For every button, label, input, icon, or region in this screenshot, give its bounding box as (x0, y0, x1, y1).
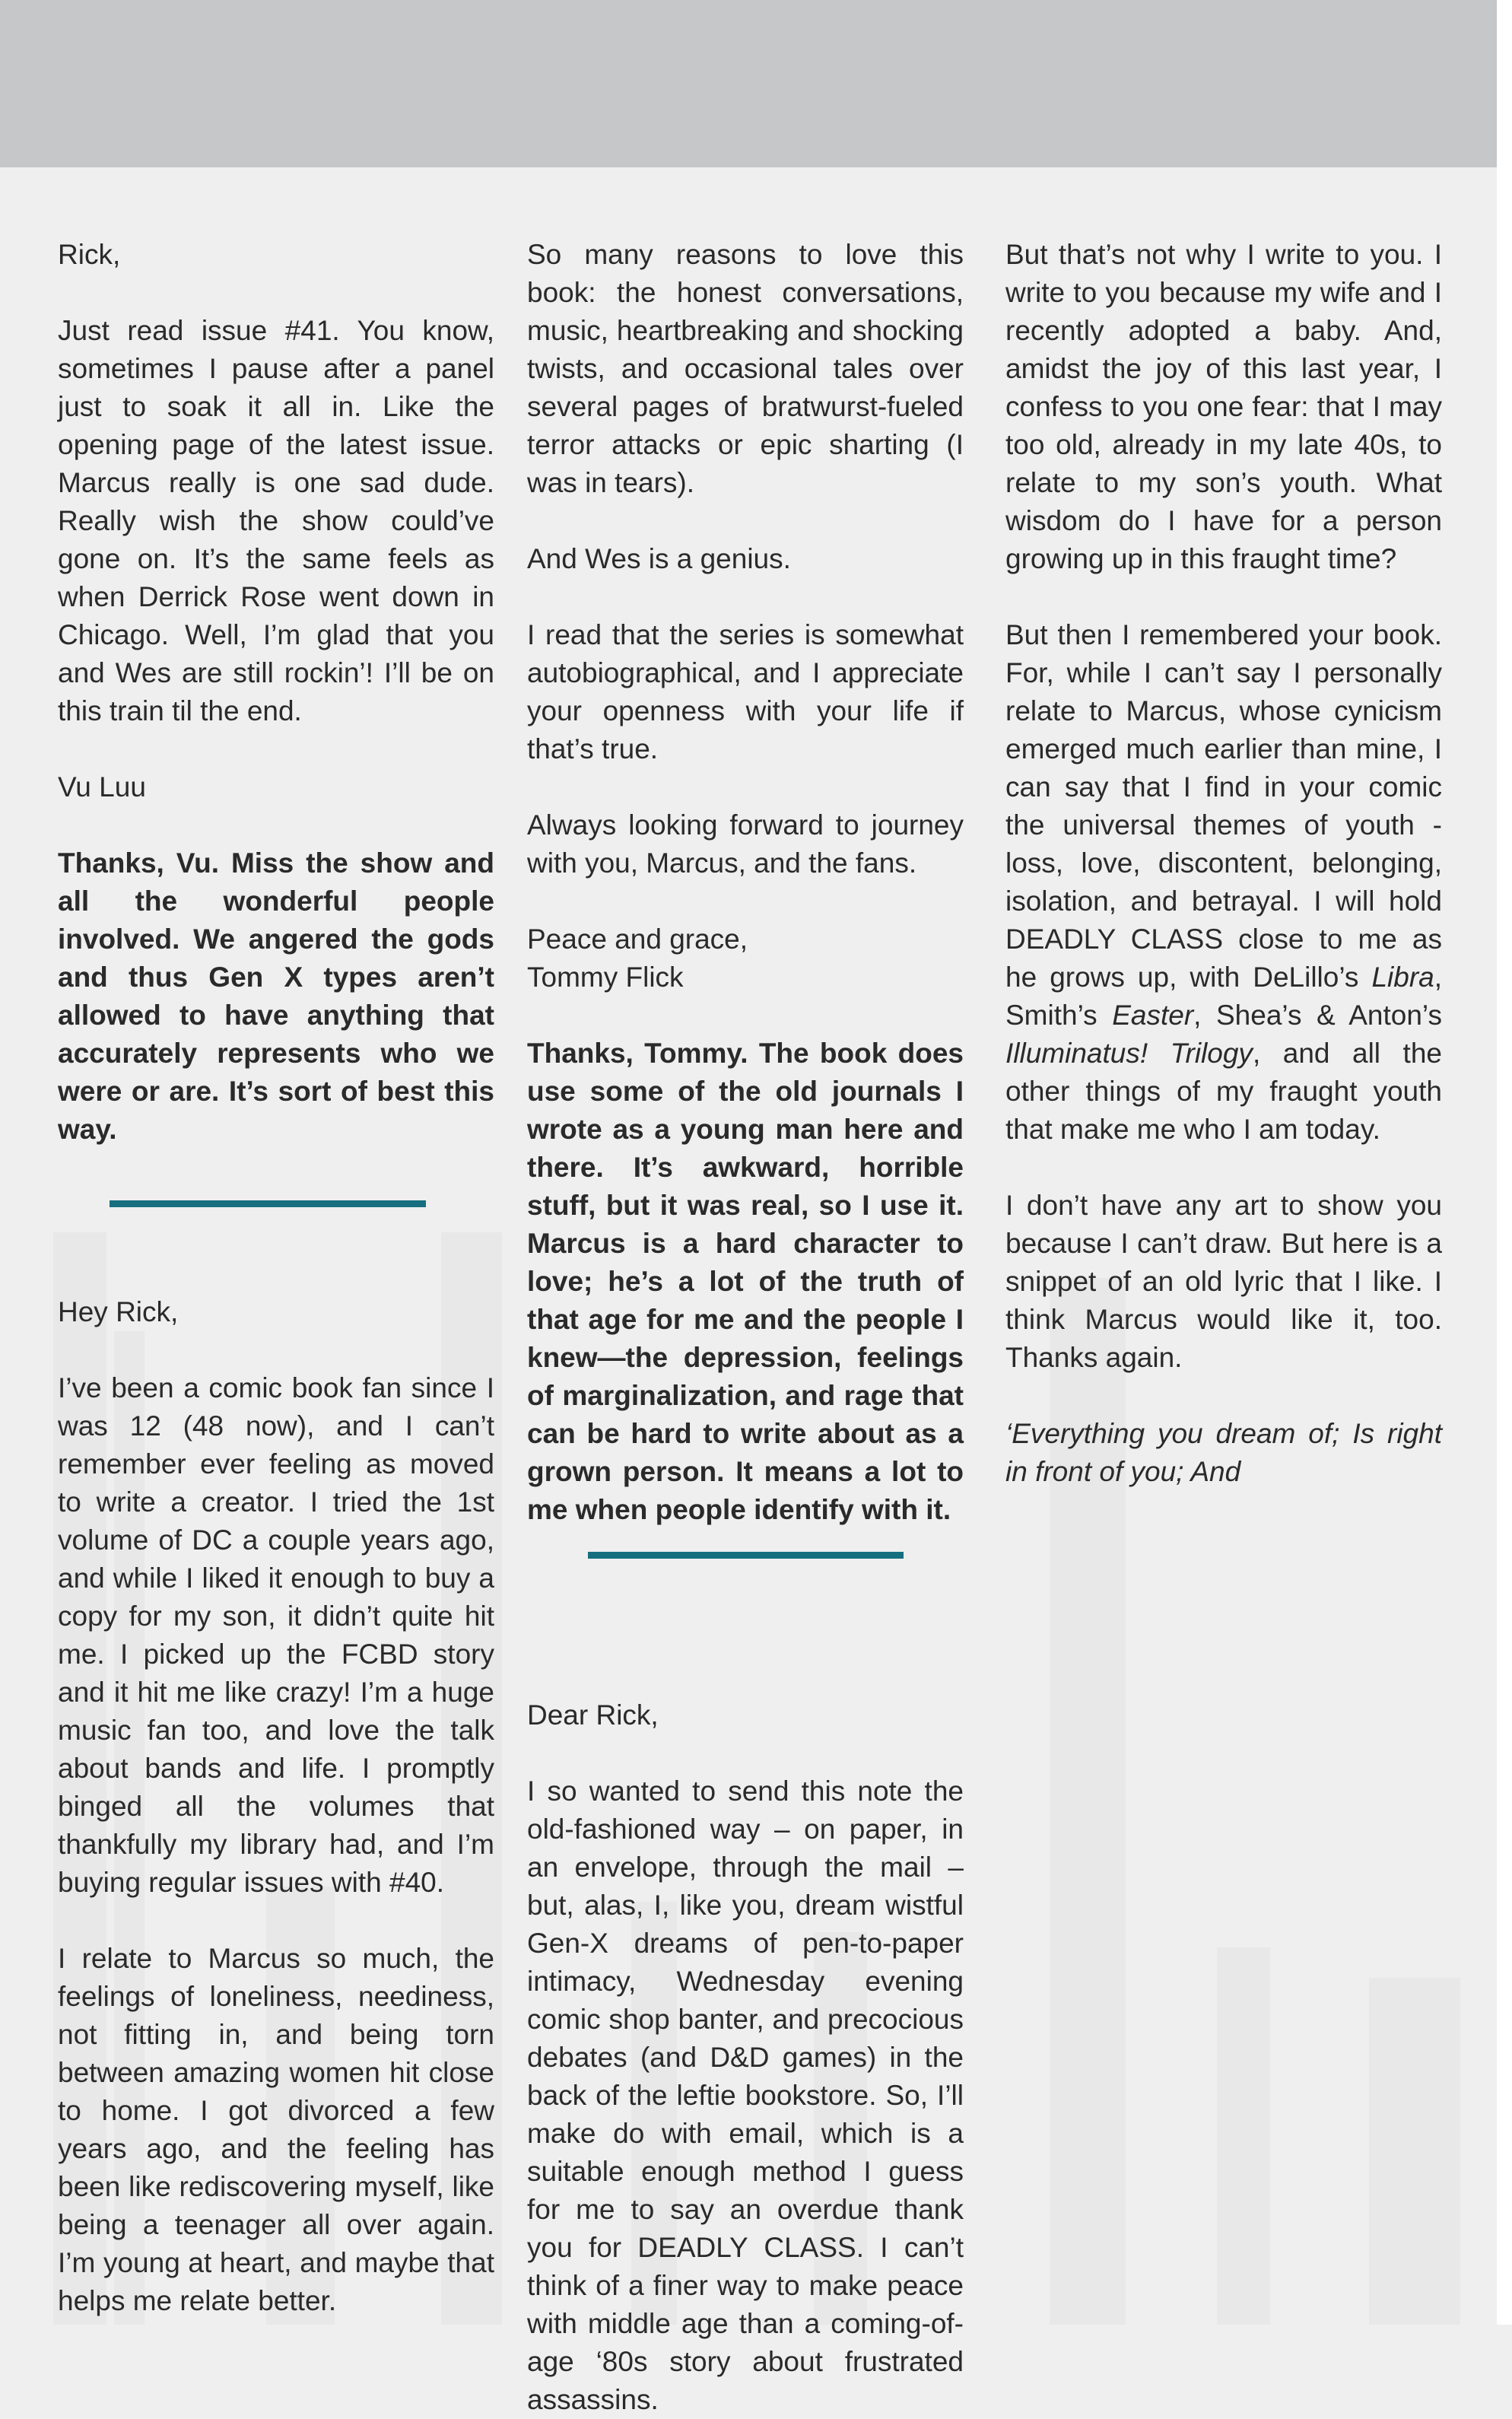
letter3-p3-text-a: But then I remembered your book. For, while I can’t say I personally relate to Marcus, whose cynicism emerged much earlier than mine, I can say that I find in your comic the universal themes of youth - loss, love, discontent, belonging, isolation, and betrayal. I will hold DEADLY CLASS close to me as he grows up, with DeLillo’s (1005, 619, 1442, 993)
book-title-illuminatus: Illuminatus! Trilogy (1005, 1038, 1253, 1069)
letter1-editor-reply: Thanks, Vu. Miss the show and all the wonderful people involved. We angered the gods and thus Gen X types aren’t allowed to have anything that accurately represents who we were or are. It’s sort of best this way. (58, 847, 494, 1145)
book-title-easter: Easter (1112, 1000, 1194, 1031)
letter2-paragraph-4: And Wes is a genius. (527, 543, 791, 574)
divider-1-container (58, 1149, 494, 1293)
letter3-paragraph-4: I don’t have any art to show you because I can’t draw. But here is a snippet of an old lyric that I like. I think Marcus would like it, too. Thanks again. (1005, 1190, 1442, 1373)
letter3-paragraph-1: I so wanted to send this note the old-fashioned way – on paper, in an envelope, through the mail – but, alas, I, like you, dream wistful Gen-X dreams of pen-to-paper intimacy, Wednesday evening comic shop banter, and precocious debates (and D&D games) in the back of the leftie bookstore. So, I’ll make do with email, which is a suitable enough method I guess for me to say an overdue thank you for DEADLY CLASS. I can’t think of a finer way to make peace with middle age than a coming-of-age ‘80s story about frustrated assassins. (527, 1775, 964, 2415)
letter3-p3-text-d: , and all the other things of my fraught youth that make me who I am today. (1005, 1038, 1442, 1145)
letter1-signature: Vu Luu (58, 771, 146, 803)
letter2-paragraph-5: I read that the series is somewhat autobiographical, and I appreciate your openness with your life if that’s true. (527, 619, 964, 764)
column-right (1005, 236, 1442, 1491)
letter1-salutation: Rick, (58, 239, 121, 270)
letter3-salutation: Dear Rick, (527, 1699, 659, 1731)
column-left (58, 236, 494, 2320)
column-middle (527, 236, 964, 2419)
letter3-lyric: ‘Everything you dream of; Is right in front of you; And (1005, 1418, 1442, 1487)
section-divider (110, 1200, 426, 1207)
book-title-libra: Libra (1371, 962, 1434, 993)
section-divider (588, 1552, 904, 1559)
letter1-body: Just read issue #41. You know, sometimes I pause after a panel just to soak it all in. Like the opening page of the latest issue. Marcus really is one sad dude. Really wish the show could’ve gone on. It’s the same feels as when Derrick Rose went down in Chicago. Well, I’m glad that you and Wes are still rockin’! I’ll be on this train til the end. (58, 315, 494, 726)
letter2-paragraph-2: I relate to Marcus so much, the feelings of loneliness, neediness, not fitting in, and being torn between amazing women hit close to home. I got divorced a few years ago, and the feeling has been like rediscovering myself, like being a teenager all over again. I’m young at heart, and maybe that helps me relate better. (58, 1943, 494, 2316)
letter3-p3-text-b: , Smith’s (1005, 962, 1442, 1031)
page-edge (1497, 0, 1512, 2325)
letter2-editor-reply: Thanks, Tommy. The book does use some of the old journals I wrote as a young man here and there. It’s awkward, horrible stuff, but it was real, so I use it. Marcus is a hard character to love; he’s a lot of the truth of that age for me and the people I knew—the depression, feelings of marginalization, and rage that can be hard to write about as a grown person. It means a lot to me when people identify with it. (527, 1038, 964, 1525)
letter3-p3-text-c: , Shea’s & Anton’s (1193, 1000, 1442, 1031)
letter2-closing: Peace and grace, (527, 923, 748, 955)
letter2-paragraph-6: Always looking forward to journey with you, Marcus, and the fans. (527, 809, 964, 879)
letter3-paragraph-2: But that’s not why I write to you. I write to you because my wife and I recently adopted a baby. And, amidst the joy of this last year, I confess to you one fear: that I may too old, already in my late 40s, to relate to my son’s youth. What wisdom do I have for a person growing up in this fraught time? (1005, 239, 1442, 574)
letter2-salutation: Hey Rick, (58, 1296, 179, 1327)
letter2-paragraph-1: I’ve been a comic book fan since I was 12 (48 now), and I can’t remember ever feeling as moved to write a creator. I tried the 1st volume of DC a couple years ago, and while I liked it enough to buy a copy for my son, it didn’t quite hit me. I picked up the FCBD story and it hit me like crazy! I’m a huge music fan too, and love the talk about bands and life. I promptly binged all the volumes that thankfully my library had, and I’m buying regular issues with #40. (58, 1372, 494, 1898)
letter3-paragraph-3 (1005, 616, 1442, 1149)
letter2-paragraph-3: So many reasons to love this book: the honest conversations, music, heartbreaking and shocking twists, and occasional tales over several pages of bratwurst-fueled terror attacks or epic sharting (I was in tears). (527, 239, 964, 498)
divider-2-container (527, 1552, 964, 1696)
letter2-signature: Tommy Flick (527, 962, 684, 993)
